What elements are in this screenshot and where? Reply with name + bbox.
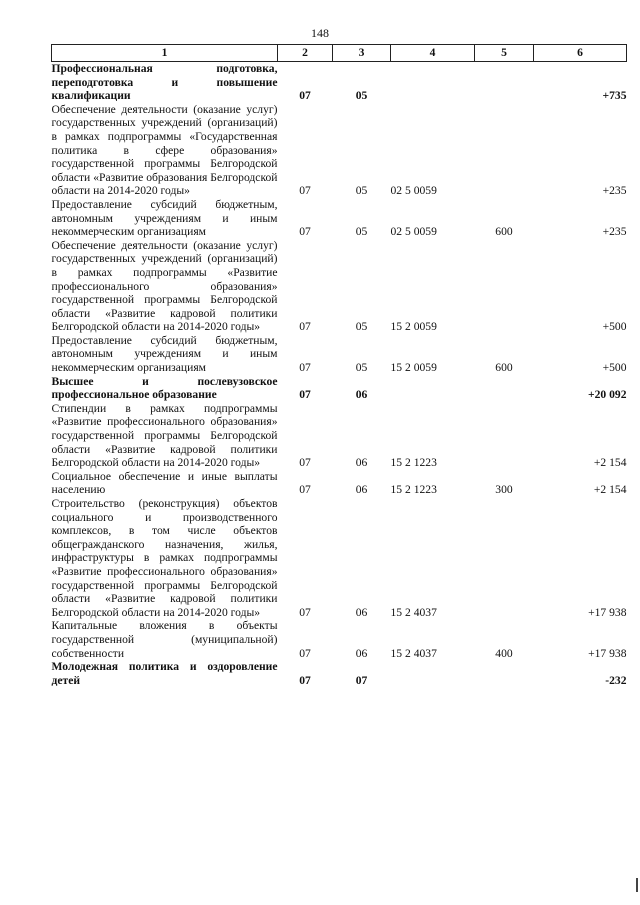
row-name: Строительство (реконструкция) объектов социального и производственного комплексов, в том числе объектов общегражданского назначения, жилья, инфраструктуры в рамках подпрограммы «Развитие профессионального образования» государственной программы Белгородской области «Развитие кадровой политики Белгородской области на 2014-2020 годы»	[51, 497, 278, 619]
row-section: 07	[299, 320, 311, 334]
row-target-article	[391, 62, 475, 103]
table-row	[52, 239, 627, 334]
row-section: 07	[299, 184, 311, 198]
row-target-article	[391, 375, 475, 402]
row-subsection: 05	[355, 320, 368, 334]
table-row	[52, 470, 627, 497]
row-section: 07	[299, 673, 311, 687]
row-subsection: 05	[355, 361, 368, 375]
row-expense-type	[475, 402, 534, 470]
row-target-article: 02 5 0059	[390, 225, 437, 239]
table-row	[52, 375, 627, 402]
row-amount: +235	[602, 184, 627, 198]
row-name: Профессиональная подготовка, переподготовка и повышение квалификации	[51, 62, 278, 103]
row-target-article: 15 2 0059	[390, 361, 437, 375]
row-amount: +500	[602, 320, 627, 334]
table-body	[52, 62, 627, 688]
row-expense-type: 400	[495, 646, 513, 660]
row-name: Предоставление субсидий бюджетным, автономным учреждениям и иным некоммерческим организациям	[51, 197, 278, 239]
row-subsection: 06	[355, 483, 368, 497]
table-row	[52, 198, 627, 239]
row-name: Стипендии в рамках подпрограммы «Развитие профессионального образования» государственной программы Белгородской области «Развитие кадровой политики Белгородской области на 2014-2020 годы»	[51, 401, 278, 470]
row-expense-type	[475, 62, 534, 103]
row-section: 07	[299, 605, 311, 619]
row-section: 07	[299, 361, 311, 375]
row-amount: -232	[605, 673, 627, 687]
row-expense-type: 600	[495, 361, 513, 375]
row-expense-type	[475, 239, 534, 334]
row-expense-type	[475, 497, 534, 619]
row-name: Высшее и послевузовское профессиональное образование	[51, 374, 278, 402]
row-expense-type: 300	[495, 483, 513, 497]
row-target-article: 15 2 1223	[390, 483, 437, 497]
row-amount: +235	[602, 225, 627, 239]
row-amount: +2 154	[593, 483, 627, 497]
header-col-4: 4	[391, 45, 475, 62]
table-row	[52, 62, 627, 103]
header-col-3: 3	[333, 45, 391, 62]
header-col-5: 5	[475, 45, 534, 62]
row-target-article: 02 5 0059	[390, 184, 437, 198]
row-name: Обеспечение деятельности (оказание услуг) государственных учреждений (организаций) в рамках подпрограммы «Государственная политика в сфере образования» государственной программы Белгородской области «Развитие образования Белгородской области на 2014-2020 годы»	[51, 102, 278, 198]
row-subsection: 05	[355, 225, 368, 239]
row-section: 07	[299, 646, 311, 660]
row-amount: +17 938	[588, 646, 627, 660]
table-row	[52, 334, 627, 375]
row-section: 07	[299, 388, 311, 402]
table-row	[52, 619, 627, 660]
row-expense-type	[475, 103, 534, 198]
row-subsection: 06	[355, 388, 368, 402]
row-expense-type: 600	[495, 225, 513, 239]
row-amount: +2 154	[593, 456, 627, 470]
header-col-1: 1	[52, 45, 278, 62]
row-name: Капитальные вложения в объекты государственной (муниципальной) собственности	[51, 619, 278, 660]
row-section: 07	[299, 89, 311, 103]
row-target-article: 15 2 4037	[390, 646, 437, 660]
row-section: 07	[299, 483, 311, 497]
row-section: 07	[299, 456, 311, 470]
row-subsection: 06	[355, 646, 368, 660]
header-row	[52, 45, 627, 62]
row-target-article: 15 2 0059	[390, 320, 437, 334]
header-col-2: 2	[278, 45, 333, 62]
budget-table	[51, 44, 627, 687]
row-subsection: 06	[355, 605, 368, 619]
row-target-article: 15 2 1223	[390, 456, 437, 470]
header-col-6: 6	[534, 45, 627, 62]
row-subsection: 07	[355, 673, 368, 687]
table-row	[52, 103, 627, 198]
table-row	[52, 497, 627, 619]
row-target-article: 15 2 4037	[390, 605, 437, 619]
row-amount: +500	[602, 361, 627, 375]
row-amount: +17 938	[588, 605, 627, 619]
scan-edge-mark	[636, 878, 638, 892]
row-amount: +20 092	[588, 388, 627, 402]
row-target-article	[391, 660, 475, 687]
row-subsection: 06	[355, 456, 368, 470]
row-name: Молодежная политика и оздоровление детей	[51, 660, 278, 687]
row-name: Обеспечение деятельности (оказание услуг) государственных учреждений (организаций) в рамках подпрограммы «Развитие профессионального образования» государственной программы Белгородской области «Развитие кадровой политики Белгородской области на 2014-2020 годы»	[51, 238, 278, 334]
row-subsection: 05	[355, 184, 368, 198]
row-name: Социальное обеспечение и иные выплаты населению	[51, 469, 278, 497]
row-amount: +735	[602, 89, 627, 103]
row-expense-type	[475, 375, 534, 402]
table-row	[52, 660, 627, 687]
row-subsection: 05	[355, 89, 368, 103]
row-section: 07	[299, 225, 311, 239]
table-row	[52, 402, 627, 470]
row-name: Предоставление субсидий бюджетным, автономным учреждениям и иным некоммерческим организациям	[51, 333, 278, 375]
page-number: 148	[311, 26, 329, 40]
row-expense-type	[475, 660, 534, 687]
